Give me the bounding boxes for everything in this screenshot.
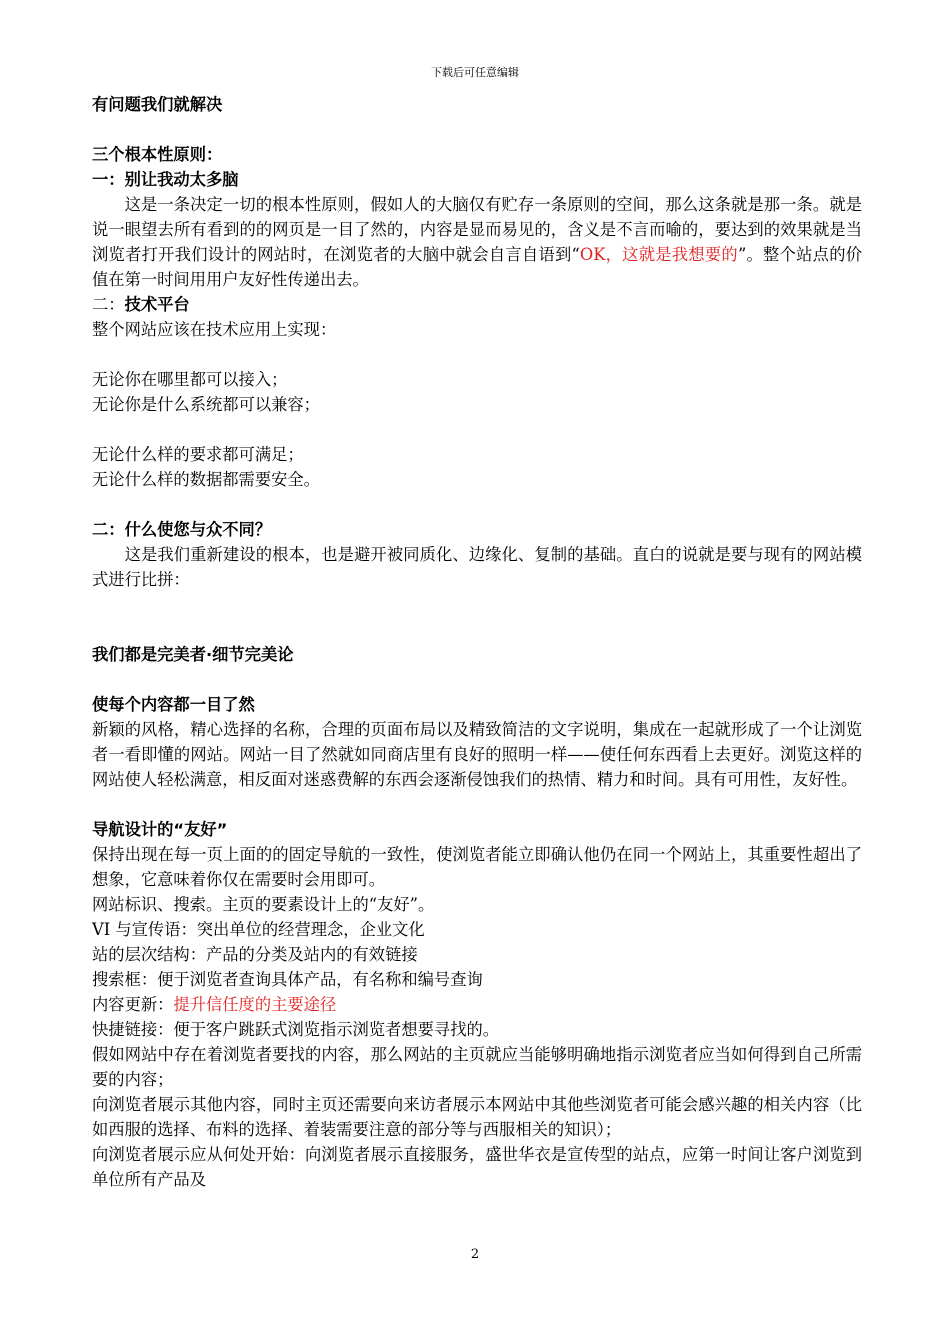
- principle-1-heading: 一：别让我动太多脑: [92, 170, 239, 189]
- principle-3-heading: 二：什么使您与众不同？: [92, 520, 272, 539]
- shortcut-line: 快捷链接：便于客户跳跃式浏览指示浏览者想要寻找的。: [92, 1020, 500, 1039]
- highlight-text: OK，这就是我想要的: [579, 245, 738, 264]
- section-heading: 我们都是完美者·细节完美论: [92, 645, 294, 664]
- principle-2-intro: 整个网站应该在技术应用上实现：: [92, 320, 337, 339]
- nav-heading: 导航设计的“友好”: [92, 820, 228, 839]
- list-item: VI 与宣传语：突出单位的经营理念，企业文化: [92, 920, 425, 939]
- principles-heading: 三个根本性原则：: [92, 145, 223, 164]
- paragraph: 向浏览者展示其他内容，同时主页还需要向来访者展示本网站中其他些浏览者可能会感兴趣的相关内容（比如西服的选择、布料的选择、着装需要注意的部分等与西服相关的知识）；: [92, 1095, 862, 1139]
- list-item: 搜索框：便于浏览者查询具体产品，有名称和编号查询: [92, 970, 483, 989]
- principle-3-text: 这是我们重新建设的根本，也是避开被同质化、边缘化、复制的基础。直白的说就是要与现有的网站模式进行比拼：: [92, 545, 862, 589]
- nav-text: 保持出现在每一页上面的的固定导航的一致性，使浏览者能立即确认他仍在同一个网站上，其重要性超出了想象，它意味着你仅在需要时会用即可。: [92, 845, 862, 889]
- paragraph: 向浏览者展示应从何处开始：向浏览者展示直接服务，盛世华衣是宣传型的站点，应第一时间让客户浏览到单位所有产品及: [92, 1145, 862, 1189]
- list-item: 无论什么样的要求都可满足；: [92, 445, 304, 464]
- doc-title: 有问题我们就解决: [92, 95, 223, 114]
- list-item: 无论你在哪里都可以接入；: [92, 370, 288, 389]
- clarity-heading: 使每个内容都一目了然: [92, 695, 255, 714]
- principle-2-heading: 二：技术平台: [92, 295, 190, 314]
- list-item: 无论什么样的数据都需要安全。: [92, 470, 320, 489]
- list-item: 网站标识、搜索。主页的要素设计上的“友好”。: [92, 895, 435, 914]
- document-body: [92, 92, 862, 1192]
- paragraph: 假如网站中存在着浏览者要找的内容，那么网站的主页就应当能够明确地指示浏览者应当如何得到自己所需要的内容；: [92, 1045, 862, 1089]
- page-header: 下载后可任意编辑: [431, 66, 519, 79]
- list-item: 站的层次结构：产品的分类及站内的有效链接: [92, 945, 418, 964]
- list-item: 无论你是什么系统都可以兼容；: [92, 395, 320, 414]
- principle-1-text: 这是一条决定一切的根本性原则，假如人的大脑仅有贮存一条原则的空间，那么这条就是那一条。就是说一眼望去所有看到的的网页是一目了然的，内容是显而易见的，含义是不言而喻的，要达到的效果就是当浏览者打开我们设计的网站时，在浏览者的大脑中就会自言自语到“OK，这就是我想要的”。整个站点的价值在第一时间用用户友好性传递出去。: [92, 195, 863, 289]
- clarity-text: 新颖的风格，精心选择的名称，合理的页面布局以及精致简洁的文字说明，集成在一起就形成了一个让浏览者一看即懂的网站。网站一目了然就如同商店里有良好的照明一样——使任何东西看上去更好。浏览这样的网站使人轻松满意，相反面对迷惑费解的东西会逐渐侵蚀我们的热情、精力和时间。具有可用性，友好性。: [92, 720, 862, 789]
- content-update-line: 内容更新：提升信任度的主要途径: [92, 995, 337, 1014]
- highlight-text: 提升信任度的主要途径: [173, 995, 337, 1014]
- page-number: 2: [470, 1247, 480, 1262]
